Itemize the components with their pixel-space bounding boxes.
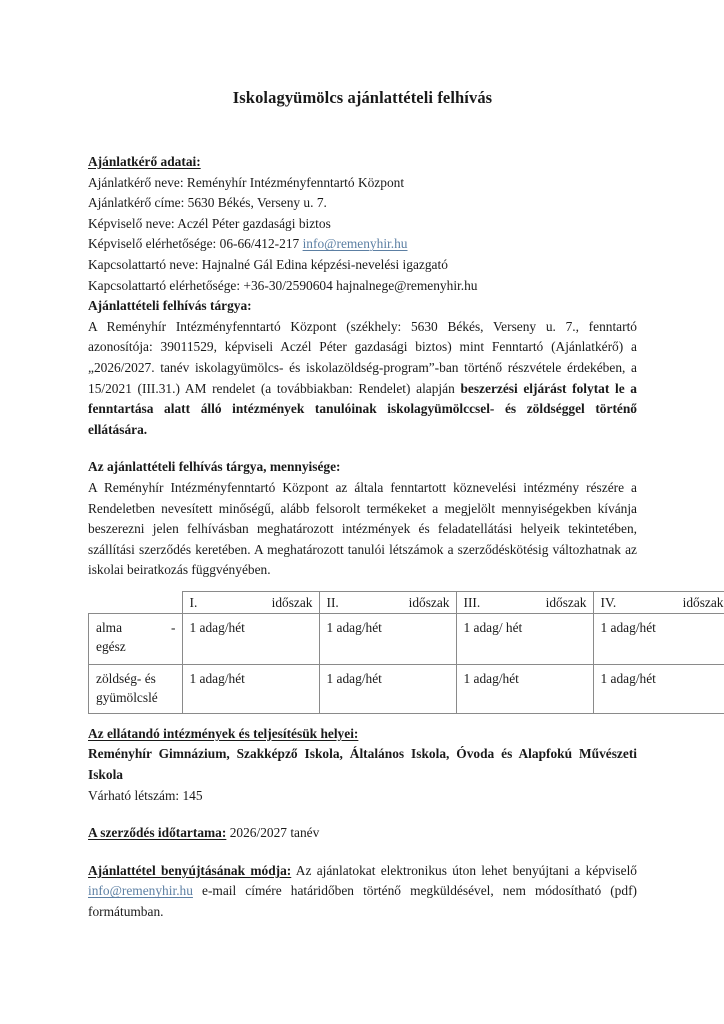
table-body	[89, 613, 724, 713]
locations-headcount: Várható létszám: 145	[88, 787, 203, 803]
duration-value: 2026/2027 tanév	[226, 825, 320, 841]
table-header-period-3-numeral: III.	[463, 594, 481, 610]
table-header-row	[89, 591, 724, 613]
table-row-2-label-line2: gyümölcslé	[96, 689, 158, 705]
heading-submission: Ajánlattétel benyújtásának módja:	[88, 862, 292, 878]
table-row-2-label-text: zöldség- és	[96, 670, 156, 686]
table-header-period-4-inner	[601, 593, 724, 612]
representative-contact-prefix: Képviselő elérhetősége: 06-66/412-217	[88, 236, 303, 252]
table-row-1-label	[89, 613, 183, 664]
submission-text-before-link: Az ajánlatokat elektronikus úton lehet benyújtani a képviselő	[291, 862, 637, 878]
representative-contact-line	[88, 234, 637, 255]
table-row-2-cell-2: 1 adag/hét	[319, 664, 456, 713]
spacer-before-submission	[88, 844, 637, 861]
spacer-before-quantity	[88, 440, 637, 457]
spacer-after-title	[88, 108, 637, 152]
table-corner-header	[89, 591, 183, 613]
table-header-period-3	[456, 591, 593, 613]
locations-institutions: Reményhír Gimnázium, Szakképző Iskola, Általános Iskola, Óvoda és Alapfokú Művészeti Iskola	[88, 746, 637, 783]
document-content	[88, 0, 724, 923]
representative-email-link[interactable]: info@remenyhir.hu	[302, 236, 408, 252]
table-header-period-2-inner	[327, 593, 450, 612]
submission-paragraph	[88, 861, 637, 923]
representative-name-line: Képviselő neve: Aczél Péter gazdasági biztos	[88, 215, 331, 231]
subject-paragraph	[88, 317, 637, 441]
table-header-period-1-numeral: I.	[189, 594, 198, 610]
table-row-1-cell-3: 1 adag/ hét	[456, 613, 593, 664]
table-row-2-cell-4: 1 adag/hét	[593, 664, 724, 713]
contact-person-reach-line: Kapcsolattartó elérhetősége: +36-30/2590604 hajnalnege@remenyhir.hu	[88, 277, 478, 293]
table-row-1-cell-2: 1 adag/hét	[319, 613, 456, 664]
contact-person-name-line: Kapcsolattartó neve: Hajnalné Gál Edina képzési-nevelési igazgató	[88, 256, 448, 272]
submission-text-after-link: e-mail címére határidőben történő megküldésével, nem módosítható (pdf) formátumban.	[88, 883, 637, 920]
heading-subject: Ajánlattételi felhívás tárgya:	[88, 298, 252, 314]
table-header-period-1-inner	[190, 593, 313, 612]
spacer-after-table	[88, 714, 637, 724]
table-header-period-4-word: időszak	[682, 594, 724, 610]
heading-locations: Az ellátandó intézmények és teljesítésük helyei:	[88, 725, 359, 741]
section-requester-data	[88, 152, 637, 296]
section-subject	[88, 296, 637, 440]
section-submission	[88, 861, 637, 923]
table-row-2-label	[89, 664, 183, 713]
heading-requester-data: Ajánlatkérő adatai:	[88, 154, 201, 169]
table-head	[89, 591, 724, 613]
table-header-period-4-numeral: IV.	[600, 594, 617, 610]
table-row-1-label-line1	[96, 618, 176, 637]
table-header-period-1	[182, 591, 319, 613]
table-row-2-cell-1: 1 adag/hét	[182, 664, 319, 713]
table-row-2-label-line1	[96, 669, 176, 688]
table-row	[89, 613, 724, 664]
table-header-period-2	[319, 591, 456, 613]
table-header-period-3-inner	[464, 593, 587, 612]
requester-name-line: Ajánlatkérő neve: Reményhír Intézményfenntartó Központ	[88, 174, 405, 190]
table-header-period-3-word: időszak	[545, 594, 587, 610]
submission-email-link[interactable]: info@remenyhir.hu	[88, 883, 193, 899]
heading-quantity: Az ajánlattételi felhívás tárgya, mennyisége:	[88, 459, 341, 475]
table-row-1-label-dash: -	[171, 619, 176, 635]
requester-address-line: Ajánlatkérő címe: 5630 Békés, Verseny u. 7.	[88, 195, 327, 211]
quantity-paragraph: A Reményhír Intézményfenntartó Központ az általa fenntartott köznevelési intézmény részére a Rendeletben nevesített minőségű, alább felsorolt termékeket a megjelölt mennyiségekben kívánja beszerezni jelen felhívásban meghatározott intézmények és feladatellátási helyeik tekintetében, szállítási szerződés keretében. A meghatározott tanulói létszámok a szerződéskötésig változhatnak az iskolai beiratkozás függvényében.	[88, 479, 637, 578]
table-row-2-cell-3: 1 adag/hét	[456, 664, 593, 713]
table-row	[89, 664, 724, 713]
section-duration	[88, 823, 637, 844]
section-quantity	[88, 457, 637, 581]
heading-duration: A szerződés időtartama:	[88, 825, 227, 841]
spacer-before-table	[88, 581, 637, 591]
table-header-period-4	[593, 591, 724, 613]
quantities-table	[88, 591, 724, 714]
section-locations	[88, 724, 637, 806]
spacer-before-duration	[88, 806, 637, 823]
table-row-1-label-line2: egész	[96, 638, 126, 654]
table-header-period-2-word: időszak	[408, 594, 450, 610]
table-header-period-2-numeral: II.	[326, 594, 339, 610]
page-title: Iskolagyümölcs ajánlattételi felhívás	[232, 88, 493, 107]
duration-line	[88, 823, 637, 844]
subject-paragraph-normal: A Reményhír Intézményfenntartó Központ (székhely: 5630 Békés, Verseny u. 7., fenntartó azonosítója: 39011529, képviseli Aczél Péter gazdasági biztos) mint Fenntartó (Ajánlatkérő) a „2026/2027. tanév iskolagyümölcs- és iskolazöldség-program”-ban történő részvétele érdekében, a 15/2021 (III.31.) AM rendelet (a továbbiakban: Rendelet) alapján	[88, 318, 637, 396]
table-row-1-cell-1: 1 adag/hét	[182, 613, 319, 664]
table-header-period-1-word: időszak	[271, 594, 313, 610]
subject-paragraph-bold: beszerzési eljárást folytat le a fenntartása alatt álló intézmények tanulóinak iskolagyümölccsel- és zöldséggel történő ellátására.	[88, 380, 637, 437]
table-row-1-cell-4: 1 adag/hét	[593, 613, 724, 664]
table-row-1-label-text: alma	[96, 619, 123, 635]
